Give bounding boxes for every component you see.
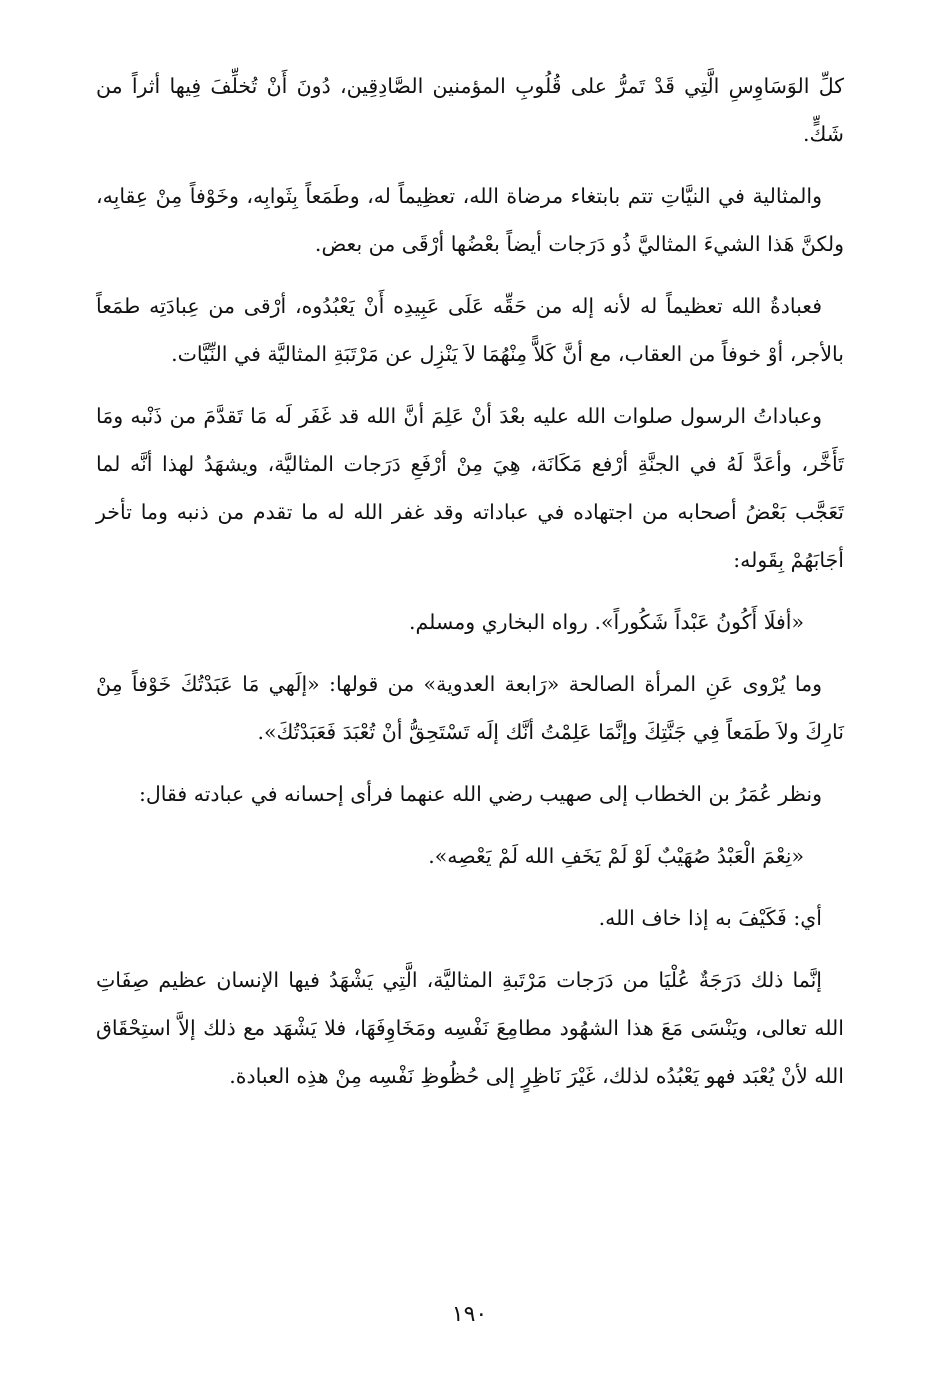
paragraph-3: فعبادةُ الله تعظيماً له لأنه إله من حَقِّه عَلَى عَبِيدِه أَنْ يَعْبُدُوه، أرْقى من عِبادَتِه طمَعاً بالأجر، أوْ خوفاً من العقاب، مع أنَّ كَلاًّ مِنْهُمَا لاَ يَنْزِل عن مَرْتَبَةِ المثاليَّة في النِّيَّات. <box>96 294 844 366</box>
paragraph-8: إنَّما ذلك دَرَجَةٌ عُلْيَا من دَرَجات مَرْتَبةِ المثاليَّة، الَّتِي يَشْهَدُ فيها الإنسان عظيم صِفَاتِ الله تعالى، ويَنْسَى مَعَ هذا الشهُود مطامِعَ نَفْسِه ومَخَاوِفَهَا، فلا يَشْهَد مع ذلك إلاَّ استِحْقَاق الله لأنْ يُعْبَد فهو يَعْبُدُه لذلك، غَيْرَ نَاظِرٍ إلى حُظُوظِ نَفْسِه مِنْ هذِه العبادة. <box>96 968 844 1088</box>
page-body <box>96 62 844 1114</box>
paragraph-7: أي: فَكَيْفَ به إذا خاف الله. <box>598 906 822 930</box>
paragraph-5: وما يُرْوى عَنِ المرأة الصالحة «رَابعة العدوية» من قولها: «إلَهي مَا عَبَدْتُكَ خَوْفاً مِنْ نَارِكَ ولاَ طَمَعاً فِي جَنَّتِكَ وإنَّمَا عَلِمْتُ أنَّك إلَه تَسْتَحِقُّ أنْ تُعْبَدَ فَعَبَدْتُكَ». <box>96 672 844 744</box>
paragraph-1: كلِّ الوَسَاوِسِ الَّتِي قَدْ تَمرُّ على قُلُوبِ المؤمنين الصَّادِقِين، دُونَ أَنْ تُخلِّفَ فِيها أثراً من شَكٍّ. <box>96 74 844 146</box>
paragraph-2: والمثالية في النيَّاتِ تتم بابتغاء مرضاة الله، تعظِيماً له، وطَمَعاً بِثَوابِه، وخَوْفاً مِنْ عِقابِه، ولكنَّ هَذا الشيءَ المثاليَّ ذُو دَرَجات أيضاً بعْضُها أرْقَى من بعض. <box>96 184 844 256</box>
hadith-quote-1: «أفلَا أَكُونُ عَبْداً شَكُوراً». رواه البخاري ومسلم. <box>409 610 804 634</box>
paragraph-6: ونظر عُمَرُ بن الخطاب إلى صهيب رضي الله عنهما فرأى إحسانه في عبادته فقال: <box>138 782 822 806</box>
paragraph-4: وعباداتُ الرسول صلوات الله عليه بعْدَ أنْ عَلِمَ أنَّ الله قد غَفَر لَه مَا تَقدَّمَ من ذَنْبه ومَا تَأَخَّر، وأعَدَّ لَهُ في الجنَّةِ أرْفع مَكَانَة، هِيَ مِنْ أرْفَعِ دَرَجات المثاليَّة، ويشهَدُ لهذا أنَّه لما تَعَجَّب بَعْضُ أصحابه من اجتهاده في عباداته وقد غفر الله له ما تقدم من ذنبه وما تأخر أجَابَهُمْ بِقَوله: <box>96 404 844 572</box>
hadith-quote-2: «نِعْمَ الْعَبْدُ صُهَيْبٌ لَوْ لَمْ يَخَفِ الله لَمْ يَعْصِه». <box>428 844 804 868</box>
page-number: ١٩٠ <box>451 1302 488 1327</box>
